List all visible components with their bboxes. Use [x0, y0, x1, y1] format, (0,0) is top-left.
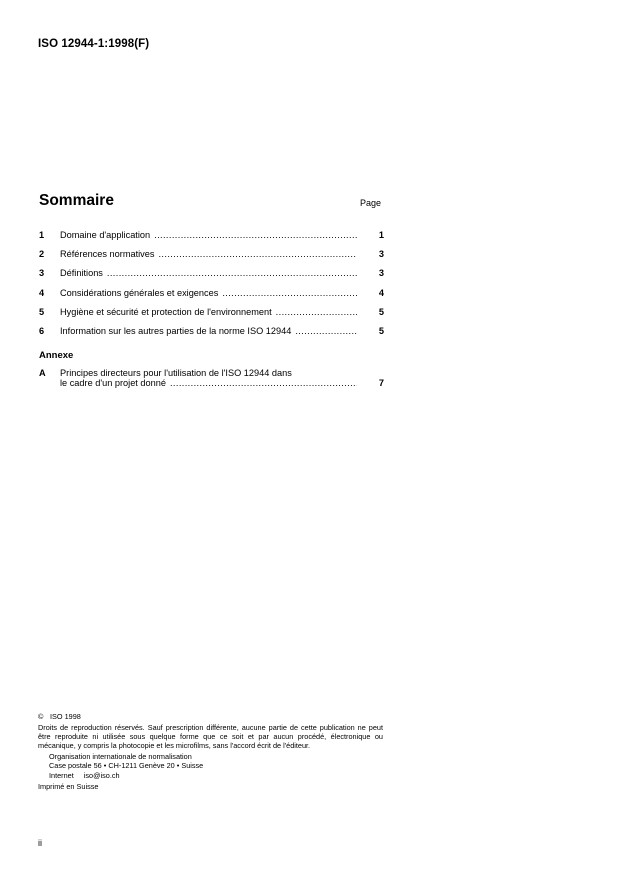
publisher-address — [38, 752, 383, 779]
publisher-internet — [49, 771, 383, 780]
document-id: ISO 12944-1:1998(F) — [38, 38, 150, 50]
toc-entry[interactable] — [39, 288, 384, 307]
copyright-line — [38, 712, 383, 721]
toc-entry[interactable] — [39, 307, 384, 326]
internet-label: Internet — [49, 770, 74, 780]
toc-entry-page: 3 — [378, 249, 384, 260]
toc-entry-number: 2 — [39, 249, 45, 260]
toc-entry-page: 4 — [378, 287, 384, 298]
annexe-entry[interactable] — [39, 368, 384, 388]
toc-list — [39, 230, 384, 345]
toc-title: Sommaire — [39, 192, 114, 209]
toc-entry-text: Références normatives — [60, 249, 155, 260]
toc-leader-dots — [170, 378, 357, 388]
printed-in: Imprimé en Suisse — [38, 781, 99, 791]
annexe-title-line2: le cadre d'un projet donné — [60, 378, 166, 388]
annexe-page: 7 — [378, 378, 384, 388]
annexe-heading: Annexe — [39, 350, 74, 361]
toc-entry-number: 4 — [39, 287, 45, 298]
internet-email-link[interactable]: iso@iso.ch — [83, 770, 120, 780]
toc-entry-text: Considérations générales et exigences — [60, 287, 219, 298]
toc-entry[interactable] — [39, 249, 384, 268]
toc-entry[interactable] — [39, 230, 384, 249]
copyright-holder: ISO 1998 — [50, 712, 81, 721]
publisher-org: Organisation internationale de normalisation — [49, 752, 192, 762]
publisher-postal: Case postale 56 • CH-1211 Genève 20 • Suisse — [49, 761, 204, 771]
toc-entry-text: Définitions — [60, 268, 103, 279]
toc-entry-number: 3 — [39, 268, 45, 279]
toc-leader-dots — [222, 288, 357, 298]
toc-entry-number: 6 — [39, 325, 45, 336]
copyright-block — [38, 712, 383, 791]
toc-entry-page: 1 — [378, 230, 384, 240]
copyright-symbol: © — [38, 712, 44, 721]
toc-entry-text: Hygiène et sécurité et protection de l'environnement — [60, 306, 272, 317]
toc-leader-dots — [107, 268, 357, 278]
toc-entry[interactable] — [39, 268, 384, 287]
toc-entry-number: 1 — [39, 230, 45, 240]
toc-entry-page: 5 — [378, 306, 384, 317]
toc-leader-dots — [154, 230, 357, 240]
toc-entry-text: Information sur les autres parties de la norme ISO 12944 — [60, 325, 292, 336]
toc-page-label: Page — [360, 198, 382, 208]
toc-leader-dots — [295, 326, 357, 336]
copyright-rights: Droits de reproduction réservés. Sauf prescription différente, aucune partie de cette publication ne peut être reproduite ni utilisée sous quelque forme que ce soit et par aucun procédé, électronique ou mécanique, y compris la photocopie et les microfilms, sans l'accord écrit de l'éditeur. — [38, 723, 383, 751]
toc-entry-number: 5 — [39, 306, 45, 317]
toc-entry-page: 5 — [378, 325, 384, 336]
toc-entry-text: Domaine d'application — [60, 230, 151, 240]
toc-leader-dots — [276, 307, 357, 317]
annexe-title-line1: Principes directeurs pour l'utilisation de l'ISO 12944 dans — [60, 368, 292, 378]
toc-entry-page: 3 — [378, 268, 384, 279]
page-number: ii — [38, 838, 42, 848]
annexe-letter: A — [39, 368, 46, 378]
toc-entry[interactable] — [39, 326, 384, 345]
toc-leader-dots — [158, 249, 357, 259]
